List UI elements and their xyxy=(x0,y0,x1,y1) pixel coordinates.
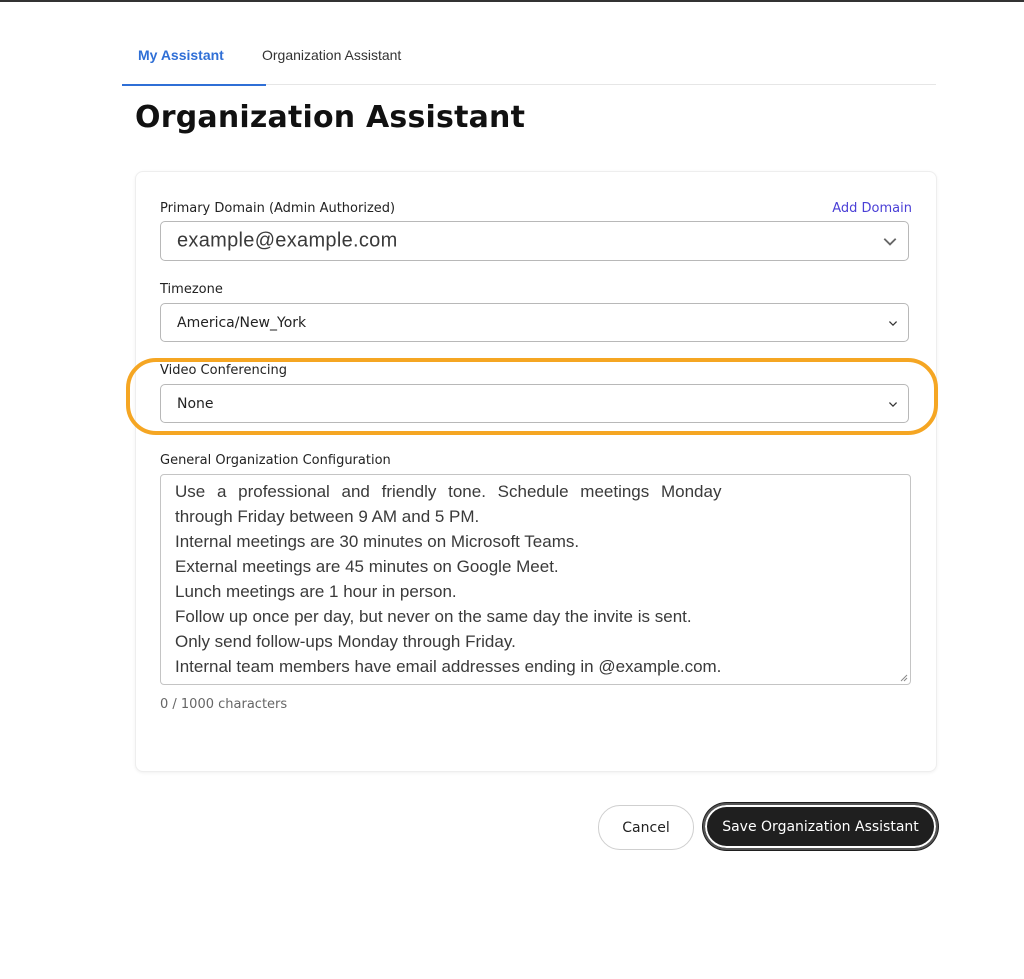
character-counter: 0 / 1000 characters xyxy=(160,697,288,712)
cancel-button[interactable]: Cancel xyxy=(598,805,694,850)
config-line: Use a professional and friendly tone. Schedule meetings Monday xyxy=(175,482,722,501)
primary-domain-value: example@example.com xyxy=(177,229,398,252)
settings-card xyxy=(135,171,937,772)
config-line: Lunch meetings are 1 hour in person. xyxy=(175,582,457,601)
config-line: Internal team members have email addresses ending in @example.com. xyxy=(175,657,722,676)
video-conferencing-label: Video Conferencing xyxy=(160,363,287,378)
timezone-label: Timezone xyxy=(160,282,223,297)
primary-domain-label: Primary Domain (Admin Authorized) xyxy=(160,201,396,216)
config-line: Only send follow-ups Monday through Friday. xyxy=(175,632,516,651)
tab-my-assistant[interactable]: My Assistant xyxy=(138,47,224,63)
top-border xyxy=(0,0,1024,2)
chevron-down-icon xyxy=(888,399,898,409)
config-line: External meetings are 45 minutes on Google Meet. xyxy=(175,557,559,576)
config-textarea[interactable] xyxy=(160,474,911,685)
chevron-down-icon xyxy=(888,318,898,328)
add-domain-link[interactable]: Add Domain xyxy=(832,201,912,216)
video-conferencing-value: None xyxy=(177,395,214,412)
config-line: through Friday between 9 AM and 5 PM. xyxy=(175,507,480,526)
config-label: General Organization Configuration xyxy=(160,453,391,468)
timezone-select[interactable] xyxy=(160,303,909,342)
video-conferencing-select[interactable] xyxy=(160,384,909,423)
active-tab-indicator xyxy=(122,84,266,86)
tab-organization-assistant[interactable]: Organization Assistant xyxy=(262,47,402,63)
primary-domain-select[interactable] xyxy=(160,221,909,261)
page-title: Organization Assistant xyxy=(135,100,526,135)
tab-bar xyxy=(122,30,936,85)
timezone-value: America/New_York xyxy=(177,314,307,331)
save-organization-assistant-button[interactable]: Save Organization Assistant xyxy=(703,803,938,850)
chevron-down-icon xyxy=(882,233,898,249)
config-line: Follow up once per day, but never on the same day the invite is sent. xyxy=(175,607,692,626)
resize-handle-icon[interactable] xyxy=(900,674,908,682)
config-line: Internal meetings are 30 minutes on Microsoft Teams. xyxy=(175,532,580,551)
